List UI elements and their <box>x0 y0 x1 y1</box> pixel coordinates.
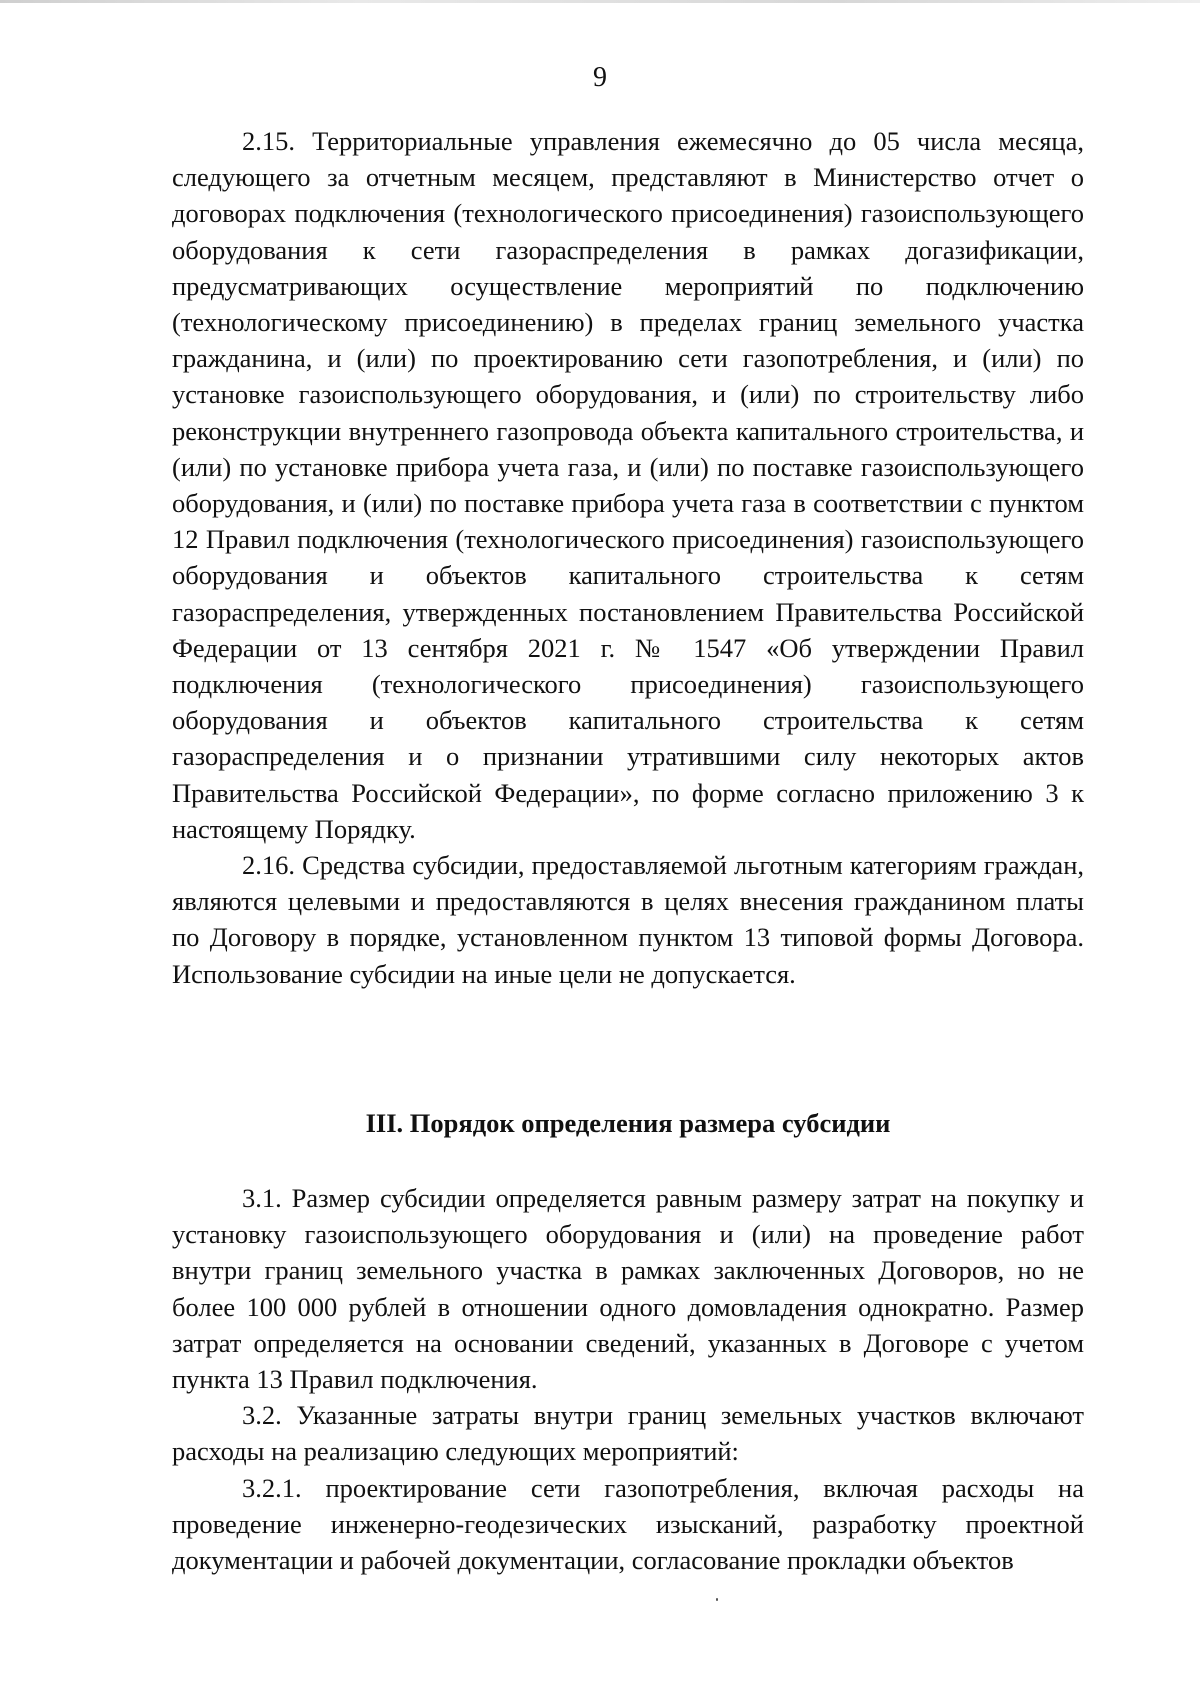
paragraph-2-16: 2.16. Средства субсидии, предоставляемой льготным категориям граждан, являются целевыми и предоставляются в целях внесения гражданином платы по Договору в порядке, установленном пунктом 13 типовой формы Договора. Использование субсидии на иные цели не допускается. <box>172 850 1084 989</box>
section-2-text <box>172 123 1084 992</box>
paragraph-3-2-1: 3.2.1. проектирование сети газопотребления, включая расходы на проведение инженерно-геодезических изысканий, разработку проектной документации и рабочей документации, согласование прокладки объектов <box>172 1472 1084 1576</box>
section-3-text <box>172 1180 1084 1578</box>
paragraph-3-2: 3.2. Указанные затраты внутри границ земельных участков включают расходы на реализацию следующих мероприятий: <box>172 1400 1084 1467</box>
scan-speck <box>716 1598 718 1601</box>
page-number: 9 <box>593 62 607 93</box>
paragraph-3-1: 3.1. Размер субсидии определяется равным размеру затрат на покупку и установку газоиспользующего оборудования и (или) на проведение работ внутри границ земельного участка в рамках заключенных Договоров, но не более 100 000 рублей в отношении одного домовладения однократно. Размер затрат определяется на основании сведений, указанных в Договоре с учетом пункта 13 Правил подключения. <box>172 1183 1084 1395</box>
paragraph-2-15: 2.15. Территориальные управления ежемесячно до 05 числа месяца, следующего за отчетным месяцем, представляют в Министерство отчет о договорах подключения (технологического присоединения) газоиспользующего оборудования к сети газораспределения в рамках догазификации, предусматривающих осуществление мероприятий по подключению (технологическому присоединению) в пределах границ земельного участка гражданина, и (или) по проектированию сети газопотребления, и (или) по установке газоиспользующего оборудования, и (или) по строительству либо реконструкции внутреннего газопровода объекта капитального строительства, и (или) по установке прибора учета газа, и (или) по поставке газоиспользующего оборудования, и (или) по поставке прибора учета газа в соответствии с пунктом 12 Правил подключения (технологического присоединения) газоиспользующего оборудования и объектов капитального строительства к сетям газораспределения, утвержденных постановлением Правительства Российской Федерации от 13 сентября 2021 г. № 1547 «Об утверждении Правил подключения (технологического присоединения) газоиспользующего оборудования и объектов капитального строительства к сетям газораспределения и о признании утратившими силу некоторых актов Правительства Российской Федерации», по форме согласно приложению 3 к настоящему Порядку. <box>172 126 1084 844</box>
section-3-heading: III. Порядок определения размера субсидии <box>365 1108 891 1138</box>
scan-top-edge <box>0 0 1200 3</box>
